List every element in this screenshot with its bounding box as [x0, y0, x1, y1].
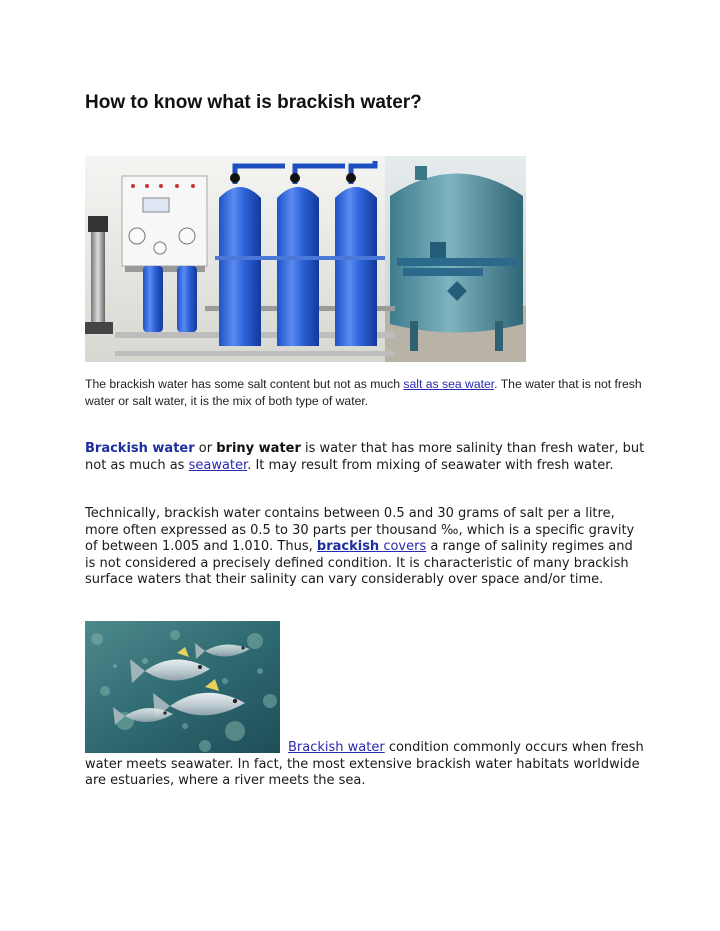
paragraph-estuaries — [85, 740, 645, 790]
para1-or: or — [194, 441, 217, 456]
brackish-water-link[interactable]: Brackish water — [288, 740, 385, 755]
image-caption — [85, 376, 645, 410]
brackish-link-bold: brackish — [316, 539, 380, 554]
paragraph-salinity — [85, 506, 645, 589]
para1-text-2: . It may result from mixing of seawater with fresh water. — [247, 457, 614, 473]
term-briny-water: briny water — [216, 441, 301, 456]
para3-text: condition commonly occurs when fresh water meets seawater. In fact, the most extensive brackish water habitats worldwide are estuaries, where a river meets the sea. — [85, 740, 644, 788]
para2-text-1: Technically, brackish water contains between 0.5 and 30 grams of salt per a litre, more often expressed as 0.5 to 30 parts per thousand ‰, which is a specific gravity of between 1.005 and 1.010. Thus, — [85, 506, 635, 554]
covers-link-text: covers — [379, 539, 427, 554]
term-brackish-water: Brackish water — [85, 441, 195, 456]
seawater-link[interactable]: seawater — [188, 457, 248, 473]
para2-text-2: a range of salinity regimes and is not considered a precisely defined condition. It is characteristic of many brackish surface waters that their salinity can vary considerably over space and/or time. — [85, 539, 633, 587]
brackish-covers-link[interactable] — [317, 539, 426, 554]
water-treatment-plant-image — [85, 156, 526, 362]
caption-text-start: The brackish water has some salt content but not as much — [85, 377, 404, 391]
page-title: How to know what is brackish water? — [85, 92, 422, 113]
salt-as-sea-water-link[interactable]: salt as sea water — [403, 377, 495, 391]
paragraph-definition — [85, 441, 645, 474]
caption-text-end: . The water that is not fresh water or salt water, it is the mix of both type of water. — [85, 377, 642, 408]
fish-school-image — [85, 621, 280, 753]
para1-text-1: is water that has more salinity than fresh water, but not as much as — [85, 441, 645, 473]
